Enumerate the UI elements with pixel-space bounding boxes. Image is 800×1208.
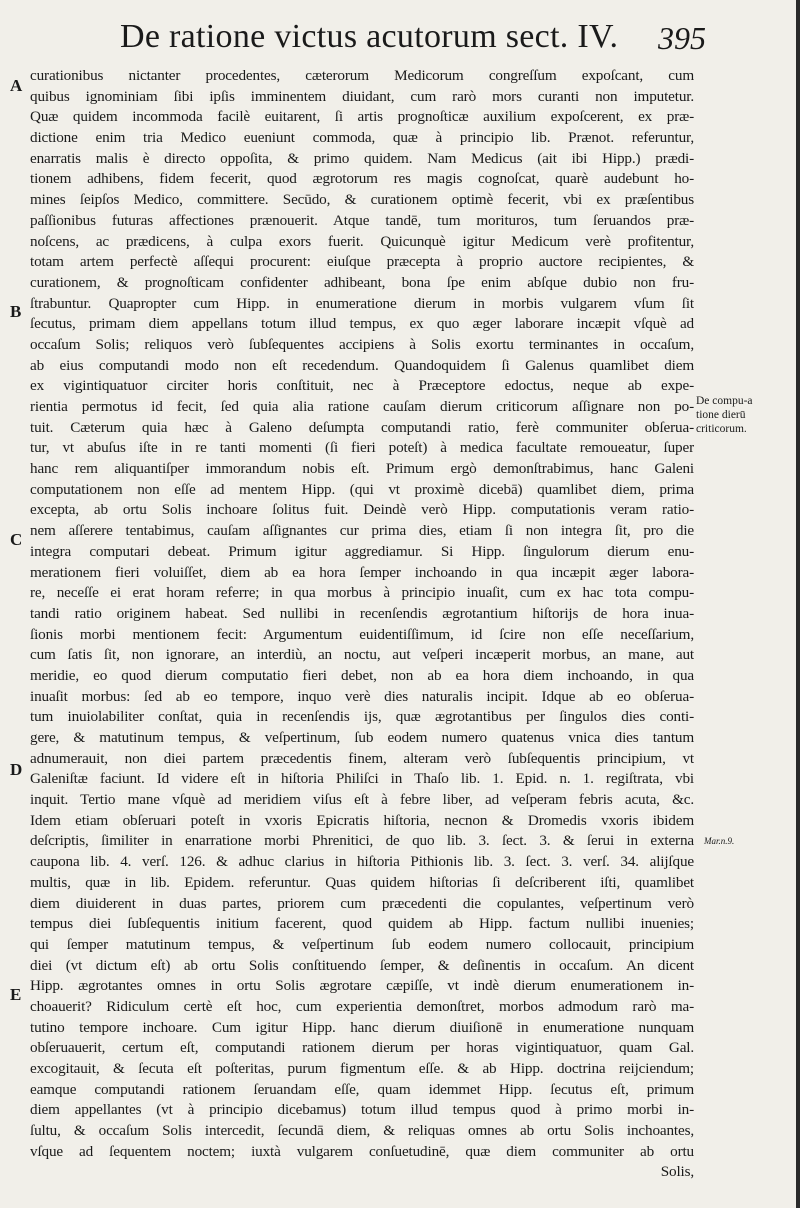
text-line: Quæ quidem incommoda facilè euitarent, ſi artis prognoſticæ auxilium expoſcerent, ex præ- <box>30 108 694 126</box>
text-line: curationem, & prognoſticam confidenter adhibeant, bona ſpe enim abſque dubio non fru- <box>30 273 694 291</box>
catchword: Solis, <box>660 1163 694 1181</box>
running-title: De ratione victus acutorum sect. IV. <box>120 18 619 55</box>
section-marker-b: B <box>10 302 22 321</box>
text-line: nem aſſerere tentabimus, cauſam aſſignantes cur prima dies, etiam ſi non integra ſit, pro die <box>30 522 694 540</box>
margin-reference: Mar.n.9. <box>704 836 735 846</box>
text-line: Hipp. ægrotantes omnes in ortu Solis ægrotare cæpiſſe, vt indè dierum enumerationem in- <box>30 977 694 995</box>
text-line: computationem non eſſe ad mentem Hipp. (qui vt proximè dicebā) quamlibet diem, prima <box>30 480 694 498</box>
section-marker-c: C <box>10 530 23 549</box>
text-line: tempus diei ſubſequentis initium facerent, quod quidem ab Hipp. factum nullibi inuenies; <box>30 915 694 933</box>
text-line: dictione enim tria Medico eueniunt commoda, quæ à principio lib. Prænot. referuntur, <box>30 129 694 147</box>
text-line: inquit. Tertio mane vſquè ad meridiem viſus eſt à febre liber, ad veſperam febris acuta, &c. <box>30 791 694 809</box>
text-line: quibus ignominiam ſibi ipſis imminentem diuidant, cum rarò mors curanti non imputetur. <box>30 87 694 105</box>
text-line: re, neceſſe ei erat horam referre; in qua morbus à principio inuaſit, cum ex hac tota compu- <box>30 584 694 602</box>
text-line: multis, quæ in lib. Epidem. referuntur. Quas quidem hiſtorias ſi deſcriberent iſti, quamlibet <box>30 873 694 891</box>
text-line: obſeruauerit, certum eſt, computandi rationem dierum per horas vigintiquatuor, quam Gal. <box>30 1039 694 1057</box>
text-line: paſſionibus futuras affectiones prænouerit. Atque tandē, tum morituros, tum ſeruandos præ- <box>30 211 694 229</box>
text-line: inuaſit morbus: ſed ab eo tempore, inquo verè dies naturalis incipit. Idque ab eo obſerua- <box>30 687 694 705</box>
text-line: ſionis morbi mentionem fecit: Argumentum euidentiſſimum, id ſcire non eſſe neceſſarium, <box>30 625 694 643</box>
margin-note-line: De compu-a <box>696 395 753 407</box>
section-marker-e: E <box>10 985 22 1004</box>
text-line: merationem fieri voluiſſet, diem ab ea hora ſemper inchoando in qua incæpit æger labora- <box>30 563 694 581</box>
text-line: diei (vt dictum eſt) ab ortu Solis conſtituendo ſemper, & deſinentis in occaſum. An dicent <box>30 956 694 974</box>
margin-note <box>696 394 796 436</box>
text-line: choauerit? Ridiculum certè eſt hoc, cum experientia demonſtret, morbos admodum rarò ma- <box>30 997 694 1015</box>
text-line: excogitauit, & ſecuta eſt poſteritas, purum figmentum eſſe. & ab Hipp. doctrina reijciendum; <box>30 1060 694 1077</box>
section-marker-a: A <box>10 76 23 95</box>
text-line: ſecutus, primam diem appellans totum illud tempus, ex quo æger laborare incæpit vſquè ad <box>30 315 694 333</box>
text-line: rientia permotus id fecit, ſed quia alia ratione cauſam dierum criticorum aſſignare non po- <box>30 398 694 415</box>
text-line: tur, vt abuſus iſte in re tanti momenti (ſi fieri poteſt) à medica facultate remoueatur, ſuper <box>30 439 694 457</box>
text-line: occaſum Solis; reliquos verò ſubſequentes accipiens à Solis exortu terminantes in occaſum, <box>30 335 694 353</box>
text-line: ſultu, & occaſum Solis intercedit, ſecundā diem, & reliquas omnes ab ortu Solis inchoantes, <box>30 1122 694 1140</box>
text-line: tionem adhibens, fidem fecerit, quod ægrotorum res magis cognoſcat, quarè audebunt ho- <box>30 170 694 188</box>
text-line: curationibus nictanter procedentes, cæterorum Medicorum congreſſum expoſcant, cum <box>30 67 694 84</box>
text-line: deſcriptis, ſimiliter in enarratione morbi Phrenitici, de quo lib. 3. ſect. 3. & ſerui in externa <box>30 832 694 850</box>
text-line: diem diuiderent in duas partes, priorem cum præcedenti die copulantes, veſpertinum verò <box>30 894 694 912</box>
margin-note-line: criticorum. <box>696 423 747 435</box>
body-text <box>30 66 694 1183</box>
text-line: mines ſeipſos Medico, committere. Secūdo, & curationem optimè fecerit, vbi ex præſentibus <box>30 191 694 209</box>
text-line: caupona lib. 4. verſ. 126. & adhuc clarius in hiſtoria Pithionis lib. 3. ſect. 3. verſ. 34. alijſque <box>30 853 694 871</box>
text-line: tutino tempore inchoare. Cum igitur Hipp. hanc dierum diuiſionē in enumeratione nunquam <box>30 1018 694 1036</box>
page-number: 395 <box>658 20 706 56</box>
running-header <box>112 14 706 64</box>
text-line: vſque ad ſequentem noctem; iuxtà vulgarem conſuetudinē, quæ diem communiter ab ortu <box>30 1142 694 1160</box>
text-line: ex vigintiquatuor circiter horis conſtituit, nec à Præceptore edoctus, neque ab expe- <box>30 377 694 395</box>
text-line: noſcens, ac prædicens, à culpa exors fuerit. Quicunquè igitur Medicum verè profitentur, <box>30 232 694 250</box>
text-line: hanc rem aliquantiſper immorandum nobis eſt. Primum ergò demonſtrabimus, hanc Galeni <box>30 460 694 478</box>
margin-note-line: tione dierū <box>696 409 746 421</box>
page-edge-shadow <box>796 0 800 1208</box>
text-line: Galeniſtæ faciunt. Id videre eſt in hiſtoria Philiſci in Thaſo lib. 1. Epid. n. 1. regiſtrata, vbi <box>30 770 694 788</box>
text-line: tandi ratio originem habeat. Sed nullibi in recenſendis ægrotantium hiſtorijs de hora inua- <box>30 604 694 622</box>
text-line: ſtrabuntur. Quapropter cum Hipp. in enumeratione dierum in morbis vulgarem vſum ſit <box>30 294 694 312</box>
text-line: gere, & matutinum tempus, & veſpertinum, ſub eodem numero quatenus vnica dies tantum <box>30 729 694 746</box>
text-line: excepta, ab ortu Solis inchoare ſolitus fuit. Deindè verò Hipp. computationis veram ratio- <box>30 501 694 519</box>
text-line: tuit. Cæterum quia hæc à Galeno deſumpta computandi ratio, ferè communiter obſerua- <box>30 418 694 436</box>
text-line: meridie, eo quod dierum computatio fieri debet, non ab ea hora diem inchoando, in qua <box>30 666 694 684</box>
section-marker-d: D <box>10 760 23 779</box>
text-line: eamque computandi rationem ſeruandam eſſe, quam idemmet Hipp. ſecutus eſt, primum <box>30 1080 694 1098</box>
text-line: adnumerauit, non diei partem præcedentis finem, alteram verò ſubſequentis principium, vt <box>30 749 694 767</box>
text-line: qui ſemper matutinum tempus, & veſpertinum ſub eodem numero collocauit, principium <box>30 935 694 953</box>
text-line: enarratis malis è directo oppoſita, & primo quidem. Nam Medicus (ait ibi Hipp.) prædi- <box>30 149 694 167</box>
text-line: Idem etiam obſeruari poteſt in vxoris Epicratis hiſtoria, necnon & Dromedis vxoris ibidem <box>30 811 694 829</box>
text-line: tum inuiolabiliter conſtat, quia in recenſendis ijs, quæ ægrotantibus per ſingulos dies conti- <box>30 708 694 726</box>
text-line: totam artem perfectè aſſequi procurent: eiuſque præcepta à proprio auctore recipientes, & <box>30 253 694 271</box>
text-line: integra computari debeat. Primum igitur aggrediamur. Si Hipp. ſingulorum dierum enu- <box>30 542 694 560</box>
text-line: diem appellantes (vt à principio dicebamus) totum illud tempus quod à primo morbi in- <box>30 1101 694 1119</box>
text-line: ab eius computandi modo non eſt recedendum. Quandoquidem ſi Galenus quamlibet diem <box>30 356 694 374</box>
text-line: cum ſatis ſit, non ignorare, an interdiù, an noctu, aut veſperi incæperit morbus, an mane, aut <box>30 646 694 664</box>
